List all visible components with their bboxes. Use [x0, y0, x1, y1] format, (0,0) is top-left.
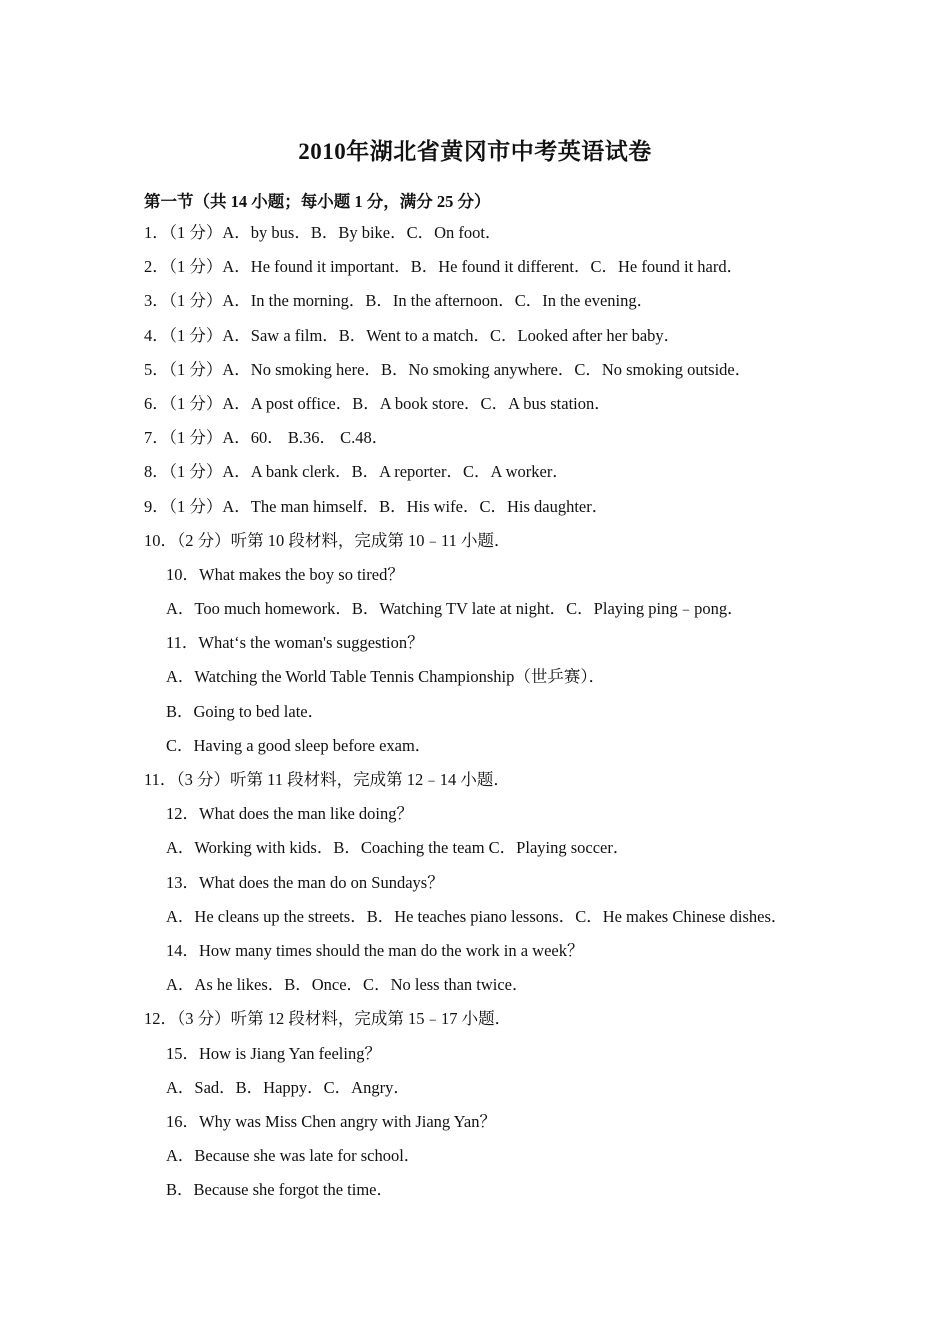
sub-question-line: 10．What makes the boy so tired？	[166, 564, 404, 584]
sub-question-line: A．Sad．B．Happy．C．Angry．	[166, 1077, 410, 1097]
question-line: 12．（3 分）听第 12 段材料，完成第 15﹣17 小题．	[144, 1009, 512, 1029]
sub-question-line: 15．How is Jiang Yan feeling？	[166, 1043, 381, 1063]
question-line: 11．（3 分）听第 11 段材料，完成第 12﹣14 小题．	[144, 770, 510, 789]
page-title: 2010年湖北省黄冈市中考英语试卷	[298, 139, 652, 164]
question-line: 9．（1 分）A．The man himself．B．His wife．C．His daughter．	[144, 496, 609, 516]
question-line: 10．（2 分）听第 10 段材料，完成第 10﹣11 小题．	[144, 530, 511, 550]
sub-question-line: A．As he likes．B．Once．C．No less than twice．	[166, 975, 529, 995]
sub-question-line: 11．What‘s the woman's suggestion？	[166, 633, 424, 653]
sub-question-line: A．Because she was late for school．	[166, 1146, 421, 1166]
question-line: 2．（1 分）A．He found it important．B．He found it different．C．He found it hard．	[144, 257, 744, 277]
sub-question-line: A．Watching the World Table Tennis Championship（世乒赛）．	[166, 667, 606, 687]
sub-question-line: B．Going to bed late．	[166, 701, 325, 721]
question-line: 1．（1 分）A．by bus．B．By bike．C．On foot．	[144, 223, 502, 242]
question-line: 8．（1 分）A．A bank clerk．B．A reporter．C．A worker．	[144, 462, 569, 482]
sub-question-line: A．Too much homework．B．Watching TV late at night．C．Playing ping﹣pong．	[166, 599, 744, 619]
sub-question-line: 13．What does the man do on Sundays？	[166, 872, 444, 892]
section-heading: 第一节（共 14 小题；每小题 1 分，满分 25 分）	[144, 192, 491, 211]
sub-question-line: 12．What does the man like doing？	[166, 804, 413, 824]
sub-question-line: A．He cleans up the streets．B．He teaches piano lessons．C．He makes Chinese dishes．	[166, 906, 788, 926]
sub-question-line: 14．How many times should the man do the work in a week？	[166, 940, 584, 960]
sub-question-line: C．Having a good sleep before exam．	[166, 735, 432, 755]
question-line: 5．（1 分）A．No smoking here．B．No smoking anywhere．C．No smoking outside．	[144, 359, 752, 379]
question-line: 3．（1 分）A．In the morning．B．In the afternoon．C．In the evening．	[144, 291, 654, 311]
sub-question-line: A．Working with kids．B．Coaching the team C．Playing soccer．	[166, 838, 630, 858]
sub-question-line: B．Because she forgot the time．	[166, 1180, 393, 1200]
question-line: 6．（1 分）A．A post office．B．A book store．C．A bus station．	[144, 393, 611, 413]
question-list	[0, 221, 950, 1212]
question-line: 7．（1 分）A．60． B.36． C.48．	[144, 428, 389, 448]
question-line: 4．（1 分）A．Saw a film．B．Went to a match．C．Looked after her baby．	[144, 325, 681, 345]
sub-question-line: 16．Why was Miss Chen angry with Jiang Yan？	[166, 1111, 496, 1131]
